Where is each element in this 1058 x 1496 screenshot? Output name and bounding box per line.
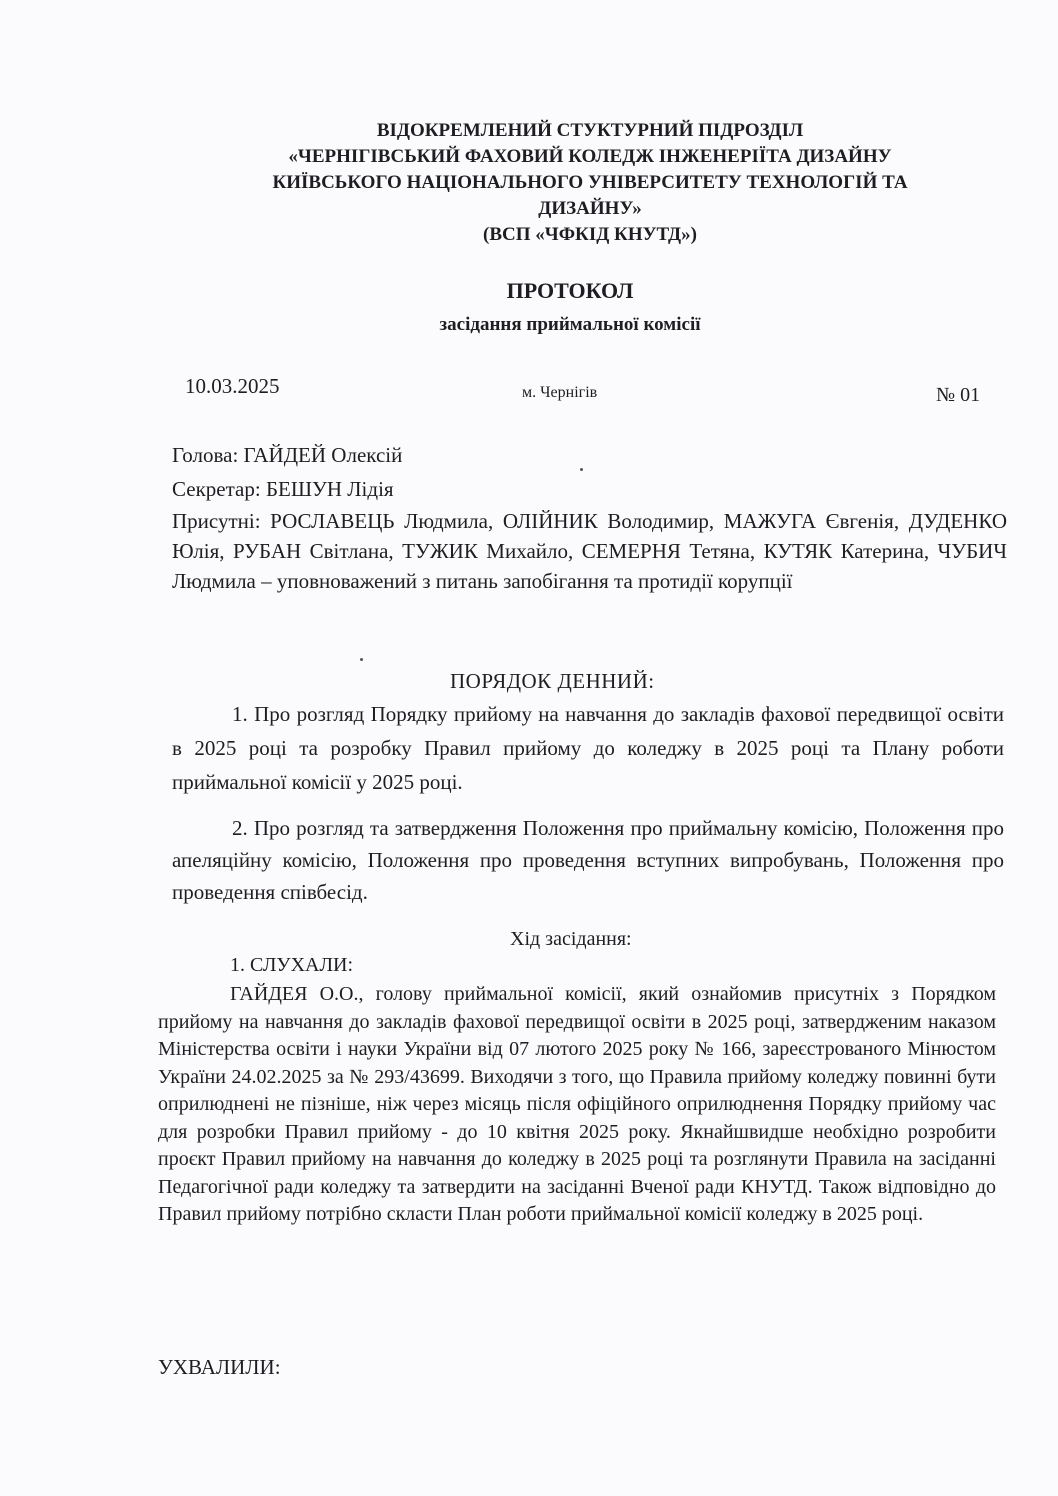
resolved-title: УХВАЛИЛИ: [158, 1355, 281, 1379]
document-title: ПРОТОКОЛ [506, 278, 634, 303]
document-subtitle: засідання приймальної комісії [439, 314, 701, 335]
heard-body: ГАЙДЕЯ О.О., голову приймальної комісії, який ознайомив присутніх з Порядком прийому на навчання до закладів фахової передвищої освіти в 2025 році, затвердженим наказом Міністерства освіти і науки України від 07 лютого 2025 року № 166, зареєстрованого Мінюстом України 24.02.2025 за № 293/43699. Виходячи з того, що Правила прийому коледжу повинні бути оприлюднені не пізніше, ніж через місяць після офіційного оприлюднення Порядку прийому час для розробки Правил прийому - до 10 квітня 2025 року. Якнайшвидше необхідно розробити проєкт Правил прийому на навчання до коледжу в 2025 році та розглянути Правила на засіданні Педагогічної ради коледжу та затвердити на засіданні Вченої ради КНУТД. Також відповідно до Правил прийому потрібно скласти План роботи приймальної комісії коледжу в 2025 році. [158, 983, 996, 1225]
proceedings-title: Хід засідання: [510, 928, 632, 950]
header-line: КИЇВСЬКОГО НАЦІОНАЛЬНОГО УНІВЕРСИТЕТУ ТЕХНОЛОГІЙ ТА [272, 172, 908, 193]
institution-header [200, 118, 980, 248]
protocol-number: № 01 [936, 384, 981, 406]
agenda-item: 1. Про розгляд Порядку прийому на навчання до закладів фахової передвищої освіти в 2025 році та розробку Правил прийому до коледжу в 2025 році та Плану роботи приймальної комісії у 2025 році. [172, 702, 1004, 794]
agenda-item: 2. Про розгляд та затвердження Положення про приймальну комісію, Положення про апеляційну комісію, Положення про проведення вступних випробувань, Положення про проведення співбесід. [172, 816, 1004, 904]
header-abbreviation: (ВСП «ЧФКІД КНУТД») [483, 224, 697, 245]
agenda-title: ПОРЯДОК ДЕННИЙ: [450, 669, 655, 693]
present-members: Присутні: РОСЛАВЕЦЬ Людмила, ОЛІЙНИК Володимир, МАЖУГА Євгенія, ДУДЕНКО Юлія, РУБАН Світлана, ТУЖИК Михайло, СЕМЕРНЯ Тетяна, КУТЯК Катерина, ЧУБИЧ Людмила – уповноважений з питань запобігання та протидії корупції [172, 509, 1007, 593]
protocol-date: 10.03.2025 [185, 374, 280, 398]
secretary: Секретар: БЕШУН Лідія [172, 477, 394, 501]
header-line: ДИЗАЙНУ» [538, 198, 642, 219]
scan-speck [360, 658, 363, 661]
heard-title: 1. СЛУХАЛИ: [230, 954, 354, 976]
header-line: ВІДОКРЕМЛЕНИЙ СТУКТУРНИЙ ПІДРОЗДІЛ [376, 120, 804, 141]
chair: Голова: ГАЙДЕЙ Олексій [172, 443, 403, 467]
header-line: «ЧЕРНІГІВСЬКИЙ ФАХОВИЙ КОЛЕДЖ ІНЖЕНЕРІЇТА ДИЗАЙНУ [288, 146, 892, 167]
scan-speck [580, 468, 583, 471]
attendees-block [172, 438, 1007, 596]
protocol-city: м. Чернігів [522, 384, 598, 401]
